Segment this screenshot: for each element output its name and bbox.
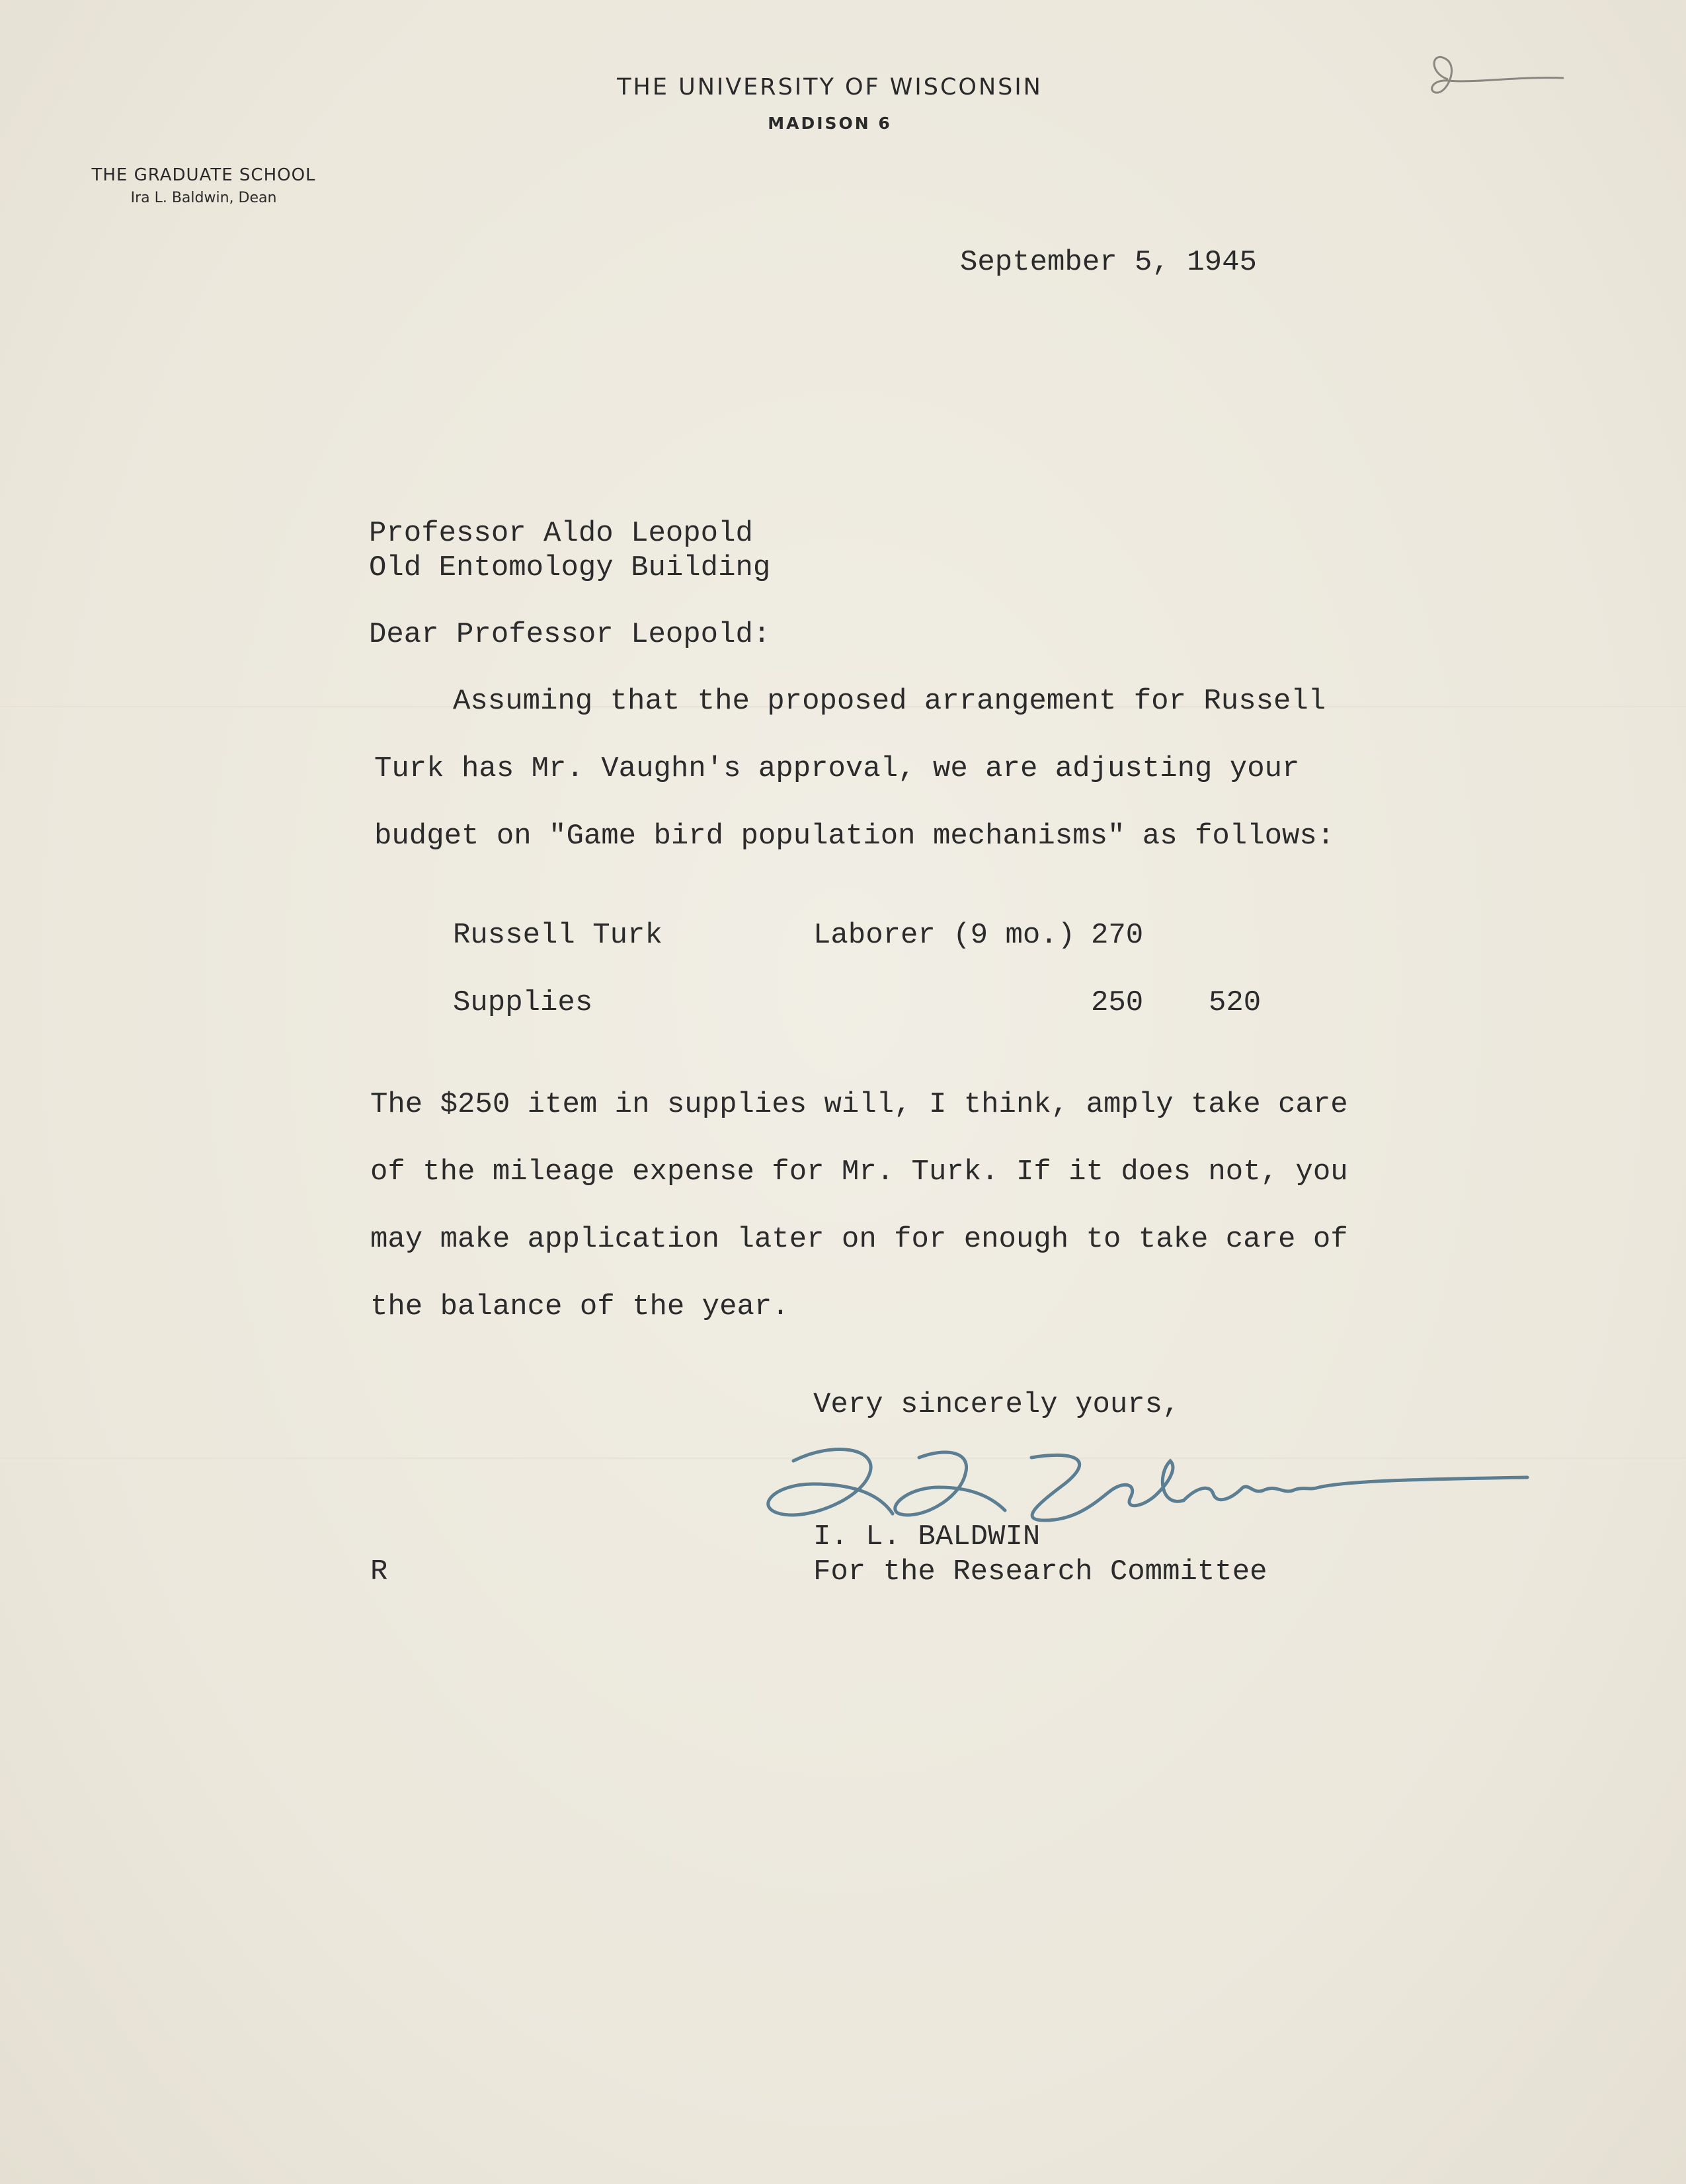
letter-date: September 5, 1945 [960, 246, 1257, 279]
signer-title: For the Research Committee [813, 1555, 1267, 1588]
body-line: the balance of the year. [370, 1290, 789, 1323]
budget-item: Russell Turk [453, 919, 662, 952]
body-line: of the mileage expense for Mr. Turk. If it does not, you [370, 1155, 1348, 1189]
body-line: Assuming that the proposed arrangement for Russell [453, 685, 1326, 718]
budget-item: Supplies [453, 986, 593, 1019]
recipient-address: Old Entomology Building [369, 551, 771, 584]
budget-amount: 270 [1091, 919, 1144, 952]
typist-initials: R [370, 1555, 388, 1588]
budget-amount: 250 [1091, 986, 1144, 1019]
recipient-name: Professor Aldo Leopold [369, 517, 753, 550]
body-line: Turk has Mr. Vaughn's approval, we are adjusting your [374, 752, 1300, 785]
budget-role: Laborer (9 mo.) [813, 919, 1076, 952]
letterhead-school: THE GRADUATE SCHOOL [91, 165, 316, 185]
letterhead-city: MADISON 6 [768, 114, 892, 133]
letterhead-institution: THE UNIVERSITY OF WISCONSIN [617, 74, 1043, 100]
closing: Very sincerely yours, [813, 1388, 1180, 1421]
letterhead-dean: Ira L. Baldwin, Dean [130, 190, 277, 206]
body-line: budget on "Game bird population mechanisms" as follows: [374, 820, 1335, 853]
body-line: The $250 item in supplies will, I think, amply take care [370, 1088, 1348, 1121]
budget-total: 520 [1209, 986, 1262, 1019]
body-line: may make application later on for enough to take care of [370, 1223, 1348, 1256]
signer-name: I. L. BALDWIN [813, 1520, 1041, 1553]
salutation: Dear Professor Leopold: [369, 618, 771, 651]
